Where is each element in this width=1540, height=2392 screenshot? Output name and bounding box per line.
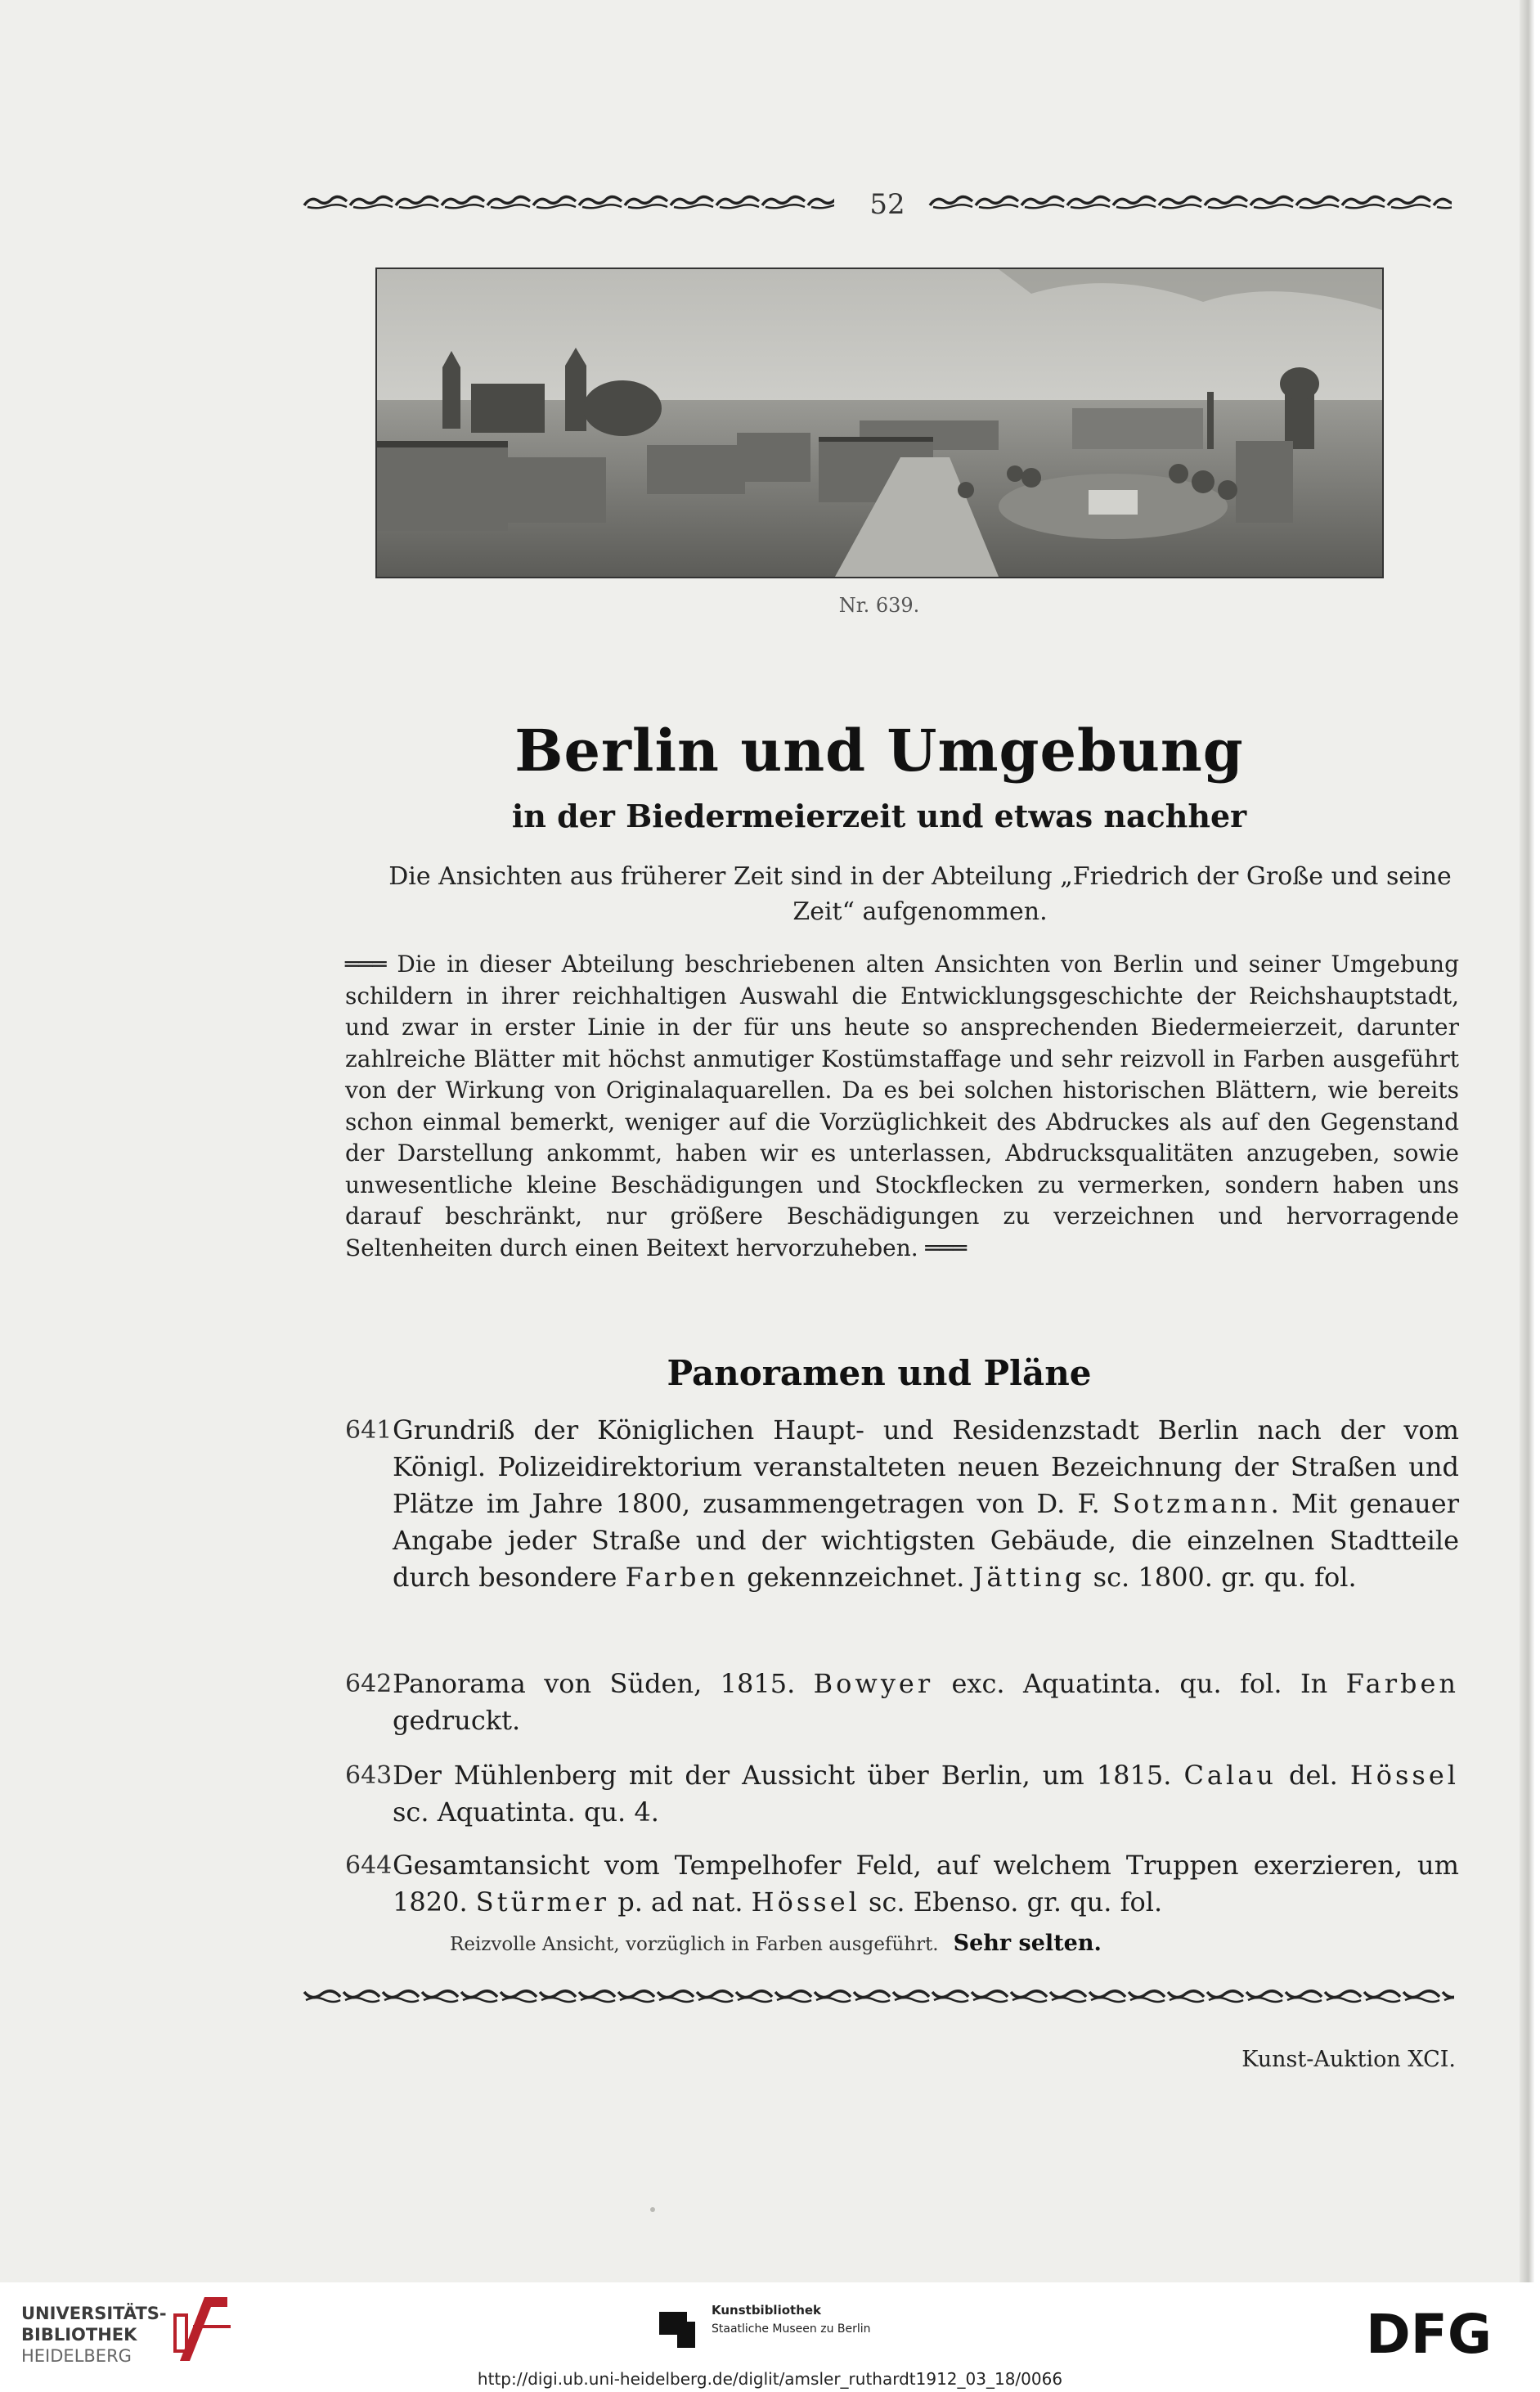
header-ornament-right bbox=[928, 191, 1452, 213]
university-library-name: UNIVERSITÄTS- BIBLIOTHEK HEIDELBERG bbox=[21, 2304, 167, 2366]
kunstbibliothek-name: Kunstbibliothek Staatliche Museen zu Berlin bbox=[712, 2303, 871, 2336]
kunstbibliothek-logo-icon bbox=[654, 2307, 700, 2356]
page-edge bbox=[1520, 0, 1534, 2282]
lot-description: Grundriß der Königlichen Haupt- und Residenzstadt Berlin nach der vom Königl. Polizeidirektorium veranstalteten neuen Bezeichnung der Straßen und Plätze im Jahre 1800, zusammengetragen von D. F. Sotzmann. Mit genauer Angabe jeder Straße und der wichtigsten Gebäude, die einzelnen Stadtteile durch besondere Farben gekennzeichnet. Jätting sc. 1800. gr. qu. fol. bbox=[393, 1414, 1459, 1593]
lot-description: Panorama von Süden, 1815. Bowyer exc. Aquatinta. qu. fol. In Farben gedruckt. bbox=[393, 1668, 1460, 1736]
body-paragraph: ═══ Die in dieser Abteilung beschriebenen alten Ansichten von Berlin und seiner Umgebung schildern in ihrer reichhaltigen Auswahl die Entwicklungsgeschichte der Reichshauptstadt, und zwar in erster Linie in der für uns heute so ansprechenden Biedermeierzeit, darunter zahlreiche Blätter mit höchst anmutiger Kostümstaffage und sehr reizvoll in Farben ausgeführt von der Wirkung von Originalaquarellen. Da es bei solchen historischen Blättern, wie bereits schon einmal bemerkt, weniger auf die Vorzüglichkeit des Abdruckes als auf den Gegenstand der Darstellung ankommt, haben wir es unterlassen, Abdrucksqualitäten anzugeben, sowie unwesentliche kleine Beschädigungen und Stockflecken zu vermerken, sondern haben uns darauf beschränkt, nur größere Beschädigungen zu verzeichnen und hervorragende Seltenheiten durch einen Beitext hervorzuheben. ═══ bbox=[345, 951, 1459, 1261]
footer-ornament bbox=[303, 1985, 1454, 2007]
lot-note bbox=[450, 1931, 1390, 1956]
lot-entry-643 bbox=[345, 1757, 1459, 1831]
figure-caption: Nr. 639. bbox=[838, 594, 920, 617]
rarity-label: Sehr selten. bbox=[953, 1931, 1102, 1956]
lot-number: 641 bbox=[345, 1416, 393, 1445]
header-ornament-left bbox=[303, 191, 834, 213]
dfg-logo bbox=[1366, 2307, 1521, 2363]
lot-number: 642 bbox=[345, 1670, 393, 1698]
intro-note: Die Ansichten aus früherer Zeit sind in der Abteilung „Friedrich der Große und seine Zeit“ aufgenommen. bbox=[388, 862, 1452, 926]
page-title: Berlin und Umgebung bbox=[514, 717, 1244, 785]
lot-description: Gesamtansicht vom Tempelhofer Feld, auf welchem Truppen exerzieren, um 1820. Stürmer p. ad nat. Hössel sc. Ebenso. gr. qu. fol. bbox=[393, 1850, 1459, 1918]
lot-entry-642 bbox=[345, 1666, 1459, 1739]
page-number: 52 bbox=[869, 188, 905, 221]
lot-entry-641 bbox=[345, 1412, 1459, 1596]
catalog-mark: Kunst-Auktion XCI. bbox=[1241, 2047, 1456, 2072]
panorama-image bbox=[375, 268, 1384, 578]
lot-entry-644 bbox=[345, 1847, 1459, 1921]
university-logo-icon bbox=[164, 2291, 237, 2367]
lot-number: 644 bbox=[345, 1851, 393, 1880]
source-url[interactable]: http://digi.ub.uni-heidelberg.de/diglit/amsler_ruthardt1912_03_18/0066 bbox=[477, 2369, 1063, 2389]
section-title: Panoramen und Pläne bbox=[667, 1353, 1092, 1393]
dfg-text: DFG bbox=[1366, 2307, 1493, 2359]
page-subtitle: in der Biedermeierzeit und etwas nachher bbox=[511, 798, 1247, 834]
lot-number: 643 bbox=[345, 1761, 393, 1790]
paper-speck bbox=[650, 2207, 655, 2212]
note-text: Reizvolle Ansicht, vorzüglich in Farben ausgeführt. bbox=[450, 1934, 939, 1955]
lot-description: Der Mühlenberg mit der Aussicht über Berlin, um 1815. Calau del. Hössel sc. Aquatinta. qu. 4. bbox=[393, 1760, 1460, 1828]
